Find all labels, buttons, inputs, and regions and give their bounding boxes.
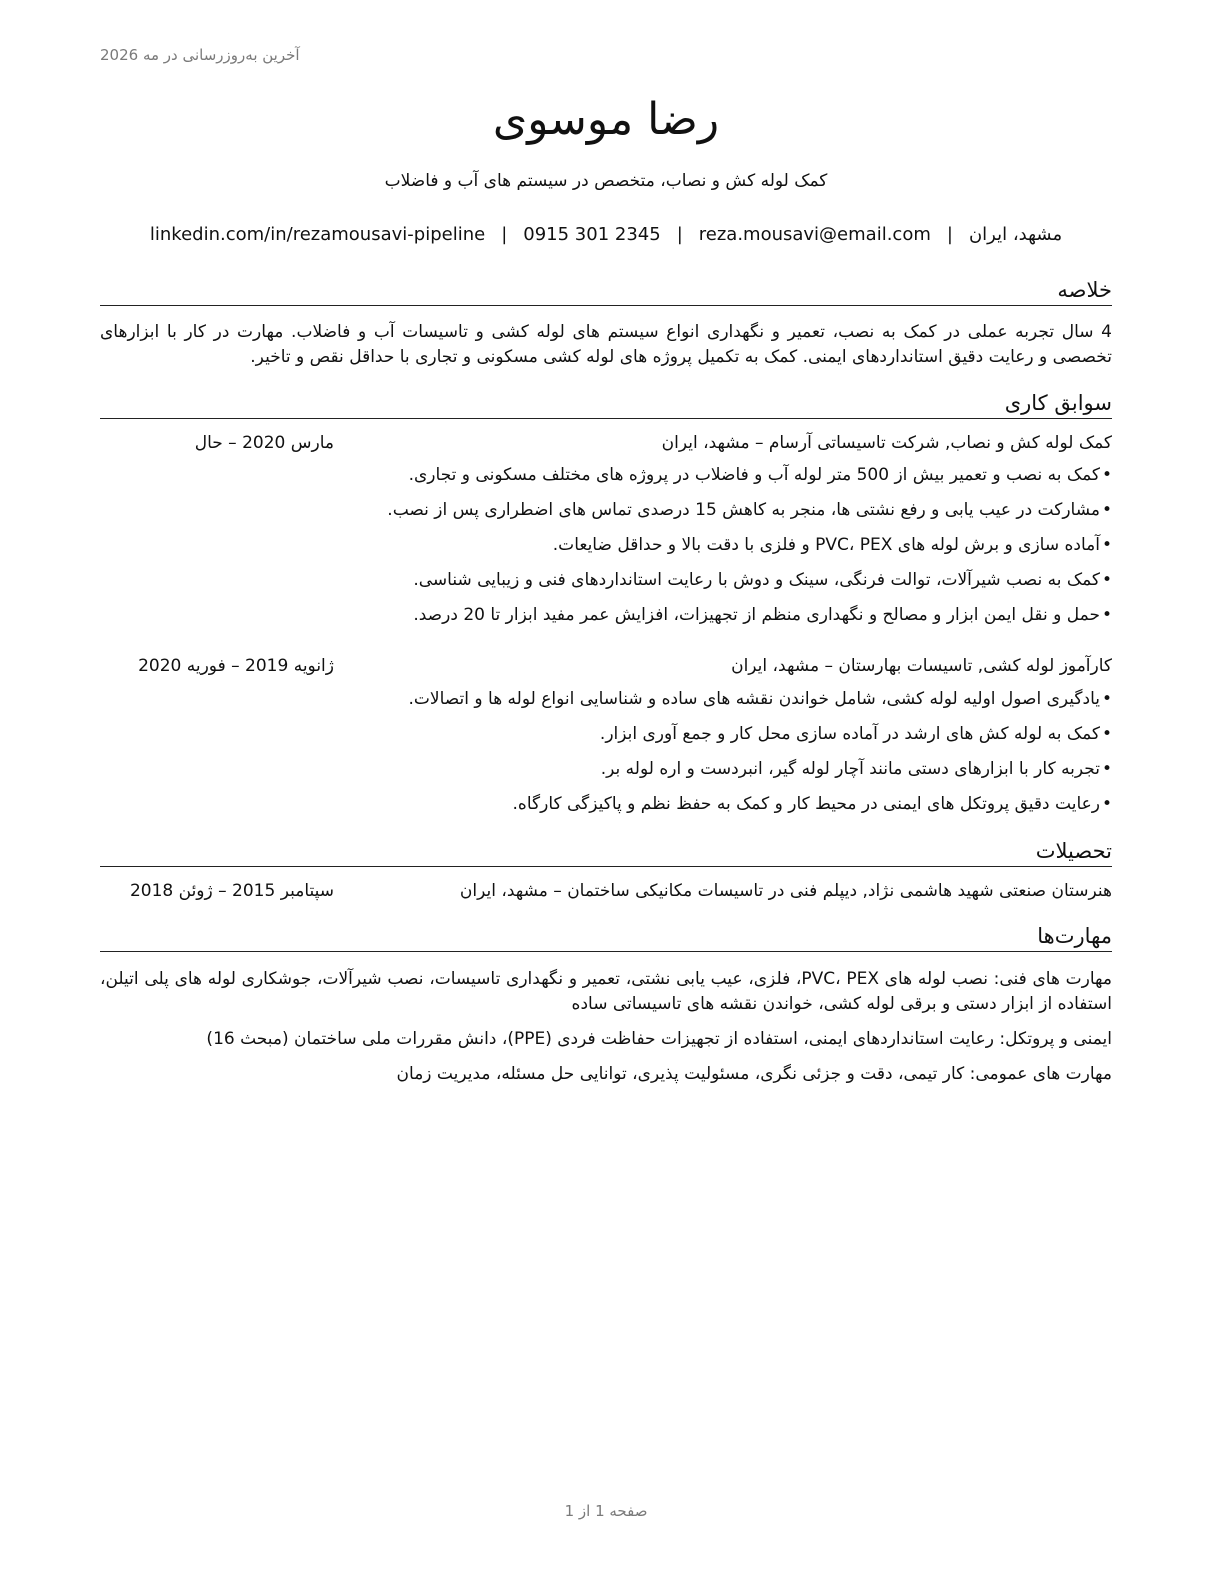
contact-phone[interactable]: 0915 301 2345 — [523, 224, 661, 245]
bullet-icon: • — [1101, 689, 1112, 709]
bullet-icon: • — [1101, 570, 1112, 590]
contact-linkedin[interactable]: linkedin.com/in/rezamousavi-pipeline — [149, 224, 486, 245]
job-dates: مارس 2020 – حال — [194, 433, 334, 453]
contact-separator: | — [501, 224, 508, 245]
page-number: صفحه 1 از 1 — [564, 1502, 648, 1520]
candidate-name: رضا موسوی — [492, 94, 720, 145]
education-title: هنرستان صنعتی شهید هاشمی نژاد, دیپلم فنی در تاسیسات مکانیکی ساختمان – مشهد، ایران — [459, 881, 1112, 901]
job-heading — [100, 656, 1112, 680]
list-item: •کمک به نصب شیرآلات، توالت فرنگی، سینک و دوش با رعایت استانداردهای فنی و زیبایی شناسی. — [413, 570, 1112, 590]
last-updated-note: آخرین به‌روزرسانی در مه 2026 — [100, 46, 300, 64]
list-item: •کمک به لوله کش های ارشد در آماده سازی محل کار و جمع آوری ابزار. — [599, 724, 1112, 744]
education-heading: تحصیلات — [100, 837, 1112, 867]
list-item: •رعایت دقیق پروتکل های ایمنی در محیط کار و کمک به حفظ نظم و پاکیزگی کارگاه. — [512, 794, 1112, 814]
contact-line — [100, 224, 1112, 245]
list-item: •حمل و نقل ایمن ابزار و مصالح و نگهداری منظم از تجهیزات، افزایش عمر مفید ابزار تا 20 درصد. — [413, 605, 1112, 625]
bullet-icon: • — [1101, 465, 1112, 485]
contact-location: مشهد، ایران — [968, 224, 1063, 245]
skills-general: مهارت های عمومی: کار تیمی، دقت و جزئی نگری، مسئولیت پذیری، توانایی حل مسئله، مدیریت زمان — [396, 1064, 1112, 1084]
bullet-icon: • — [1101, 724, 1112, 744]
candidate-subtitle: کمک لوله کش و نصاب، متخصص در سیستم های آب و فاضلاب — [384, 171, 828, 191]
contact-separator: | — [676, 224, 683, 245]
job-dates: ژانویه 2019 – فوریه 2020 — [138, 656, 334, 676]
bullet-icon: • — [1101, 500, 1112, 520]
bullet-icon: • — [1101, 605, 1112, 625]
skills-technical: مهارت های فنی: نصب لوله های PVC، PEX، فلزی، عیب یابی نشتی، تعمیر و نگهداری تاسیسات، نصب شیرآلات، جوشکاری لوله های پلی اتیلن، استفاده از ابزار دستی و برقی لوله کشی، خواندن نقشه های تاسیساتی ساده — [100, 969, 1112, 1014]
list-item: •کمک به نصب و تعمیر بیش از 500 متر لوله آب و فاضلاب در پروژه های مختلف مسکونی و تجاری. — [408, 465, 1112, 485]
skills-safety: ایمنی و پروتکل: رعایت استانداردهای ایمنی، استفاده از تجهیزات حفاظت فردی (PPE)، دانش مقررات ملی ساختمان (مبحث 16) — [206, 1029, 1112, 1049]
job-bullets — [100, 463, 1112, 638]
job-title: کمک لوله کش و نصاب, شرکت تاسیساتی آرسام – مشهد، ایران — [661, 433, 1112, 453]
summary-text: 4 سال تجربه عملی در کمک به نصب، تعمیر و نگهداری انواع سیستم های لوله کشی و تاسیسات آب و فاضلاب. مهارت در کار با ابزارهای تخصصی و رعایت دقیق استانداردهای ایمنی. کمک به تکمیل پروژه های لوله کشی مسکونی و تجاری با حداقل نقص و تاخیر. — [100, 322, 1112, 367]
contact-email[interactable]: reza.mousavi@email.com — [698, 224, 931, 245]
resume-page — [100, 0, 1112, 1584]
skills-heading: مهارت‌ها — [100, 922, 1112, 952]
summary-heading: خلاصه — [100, 276, 1112, 306]
list-item: •تجربه کار با ابزارهای دستی مانند آچار لوله گیر، انبردست و اره لوله بر. — [600, 759, 1112, 779]
education-dates: سپتامبر 2015 – ژوئن 2018 — [129, 881, 334, 901]
experience-heading: سوابق کاری — [100, 389, 1112, 419]
list-item: •مشارکت در عیب یابی و رفع نشتی ها، منجر به کاهش 15 درصدی تماس های اضطراری پس از نصب. — [387, 500, 1112, 520]
bullet-icon: • — [1101, 759, 1112, 779]
bullet-icon: • — [1101, 794, 1112, 814]
job-title: کارآموز لوله کشی, تاسیسات بهارستان – مشهد، ایران — [731, 656, 1112, 676]
education-entry — [100, 881, 1112, 905]
contact-separator: | — [946, 224, 953, 245]
job-bullets — [100, 687, 1112, 827]
list-item: •آماده سازی و برش لوله های PVC، PEX و فلزی با دقت بالا و حداقل ضایعات. — [552, 535, 1112, 555]
bullet-icon: • — [1101, 535, 1112, 555]
job-heading — [100, 433, 1112, 457]
list-item: •یادگیری اصول اولیه لوله کشی، شامل خواندن نقشه های ساده و شناسایی انواع لوله ها و اتصالات. — [408, 689, 1112, 709]
